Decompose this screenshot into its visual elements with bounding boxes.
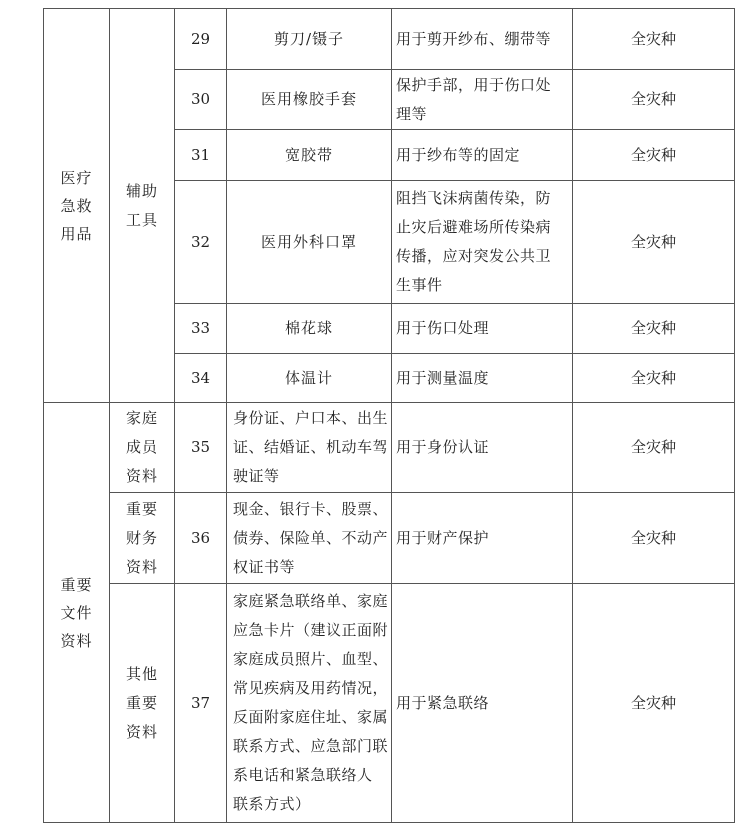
item-use: 用于剪开纱布、绷带等: [392, 9, 573, 70]
item-number: 30: [175, 70, 227, 130]
item-number: 37: [175, 584, 227, 823]
item-disaster-type: 全灾种: [573, 181, 735, 304]
item-number: 29: [175, 9, 227, 70]
table-row: [44, 9, 735, 70]
subcategory-cell-family-docs: 家庭 成员 资料: [110, 403, 175, 493]
subcategory-cell-finance-docs: 重要 财务 资料: [110, 493, 175, 584]
item-disaster-type: 全灾种: [573, 130, 735, 181]
item-disaster-type: 全灾种: [573, 403, 735, 493]
item-use: 用于纱布等的固定: [392, 130, 573, 181]
item-name: 宽胶带: [227, 130, 392, 181]
item-name: 棉花球: [227, 304, 392, 354]
item-number: 36: [175, 493, 227, 584]
item-use: 用于测量温度: [392, 354, 573, 403]
item-name: 医用外科口罩: [227, 181, 392, 304]
item-name: 身份证、户口本、出生 证、结婚证、机动车驾 驶证等: [227, 403, 392, 493]
emergency-supplies-table: [43, 8, 735, 823]
item-number: 31: [175, 130, 227, 181]
category-cell-medical: 医疗 急救 用品: [44, 9, 110, 403]
item-disaster-type: 全灾种: [573, 493, 735, 584]
item-number: 32: [175, 181, 227, 304]
item-name: 剪刀/镊子: [227, 9, 392, 70]
item-use: 用于伤口处理: [392, 304, 573, 354]
item-disaster-type: 全灾种: [573, 354, 735, 403]
item-use: 保护手部，用于伤口处 理等: [392, 70, 573, 130]
subcategory-cell-other-docs: 其他 重要 资料: [110, 584, 175, 823]
item-number: 35: [175, 403, 227, 493]
item-name: 现金、银行卡、股票、 债券、保险单、不动产 权证书等: [227, 493, 392, 584]
item-number: 34: [175, 354, 227, 403]
table-row: [44, 493, 735, 584]
item-name: 医用橡胶手套: [227, 70, 392, 130]
document-page: [43, 8, 735, 823]
item-number: 33: [175, 304, 227, 354]
item-use: 用于身份认证: [392, 403, 573, 493]
item-disaster-type: 全灾种: [573, 9, 735, 70]
subcategory-cell-aux-tools: 辅助 工具: [110, 9, 175, 403]
item-use: 用于财产保护: [392, 493, 573, 584]
item-use: 阻挡飞沫病菌传染，防 止灾后避难场所传染病 传播，应对突发公共卫 生事件: [392, 181, 573, 304]
item-name: 体温计: [227, 354, 392, 403]
item-disaster-type: 全灾种: [573, 584, 735, 823]
table-row: [44, 584, 735, 823]
item-name: 家庭紧急联络单、家庭 应急卡片（建议正面附 家庭成员照片、血型、 常见疾病及用药情况， 反面附家庭住址、家属 联系方式、应急部门联 系电话和紧急联络人 联系方式）: [227, 584, 392, 823]
category-cell-documents: 重要 文件 资料: [44, 403, 110, 823]
table-row: [44, 403, 735, 493]
item-use: 用于紧急联络: [392, 584, 573, 823]
item-disaster-type: 全灾种: [573, 304, 735, 354]
item-disaster-type: 全灾种: [573, 70, 735, 130]
